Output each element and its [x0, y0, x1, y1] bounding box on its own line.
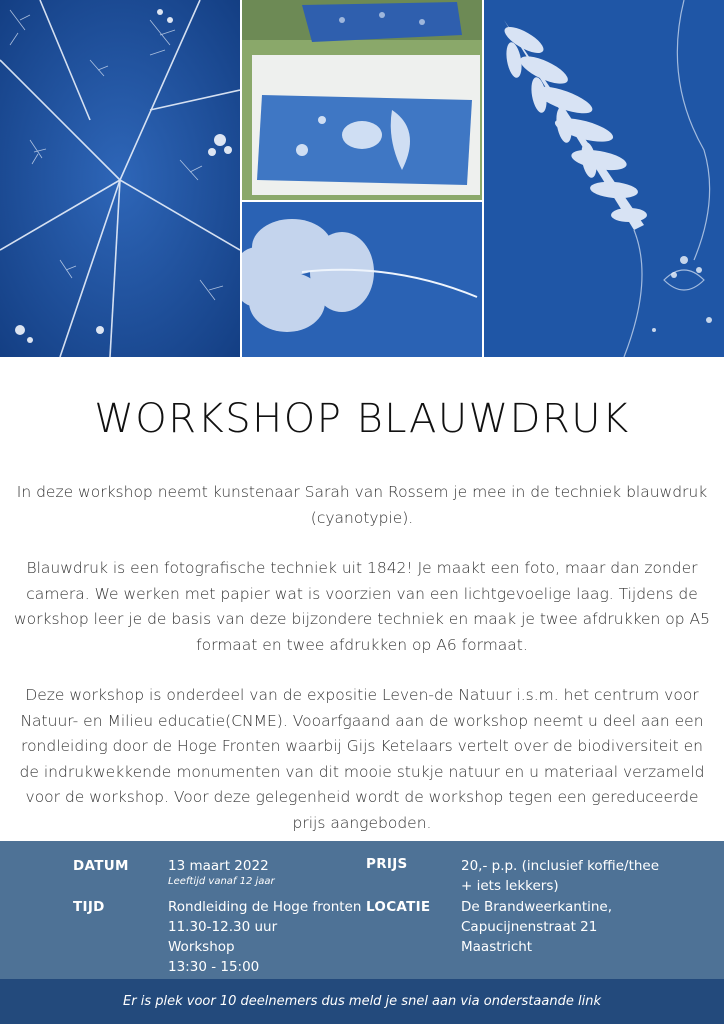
signup-footer: Er is plek voor 10 deelnemers dus meld je snel aan via onderstaande link	[0, 979, 724, 1024]
cyanotype-fern-photo	[484, 0, 724, 357]
intro-paragraph: In deze workshop neemt kunstenaar Sarah van Rossem je mee in de techniek blauwdruk (cyanotypie).	[16, 483, 708, 527]
locatie-line-3: Maastricht	[461, 939, 533, 955]
datum-value: 13 maart 2022	[168, 858, 269, 874]
locatie-line-1: De Brandweerkantine,	[461, 899, 613, 915]
prijs-line-1: 20,- p.p. (inclusief koffie/thee	[461, 858, 660, 874]
datum-label: DATUM	[73, 858, 129, 874]
cyanotype-flower-photo	[242, 202, 482, 357]
tijd-line-2: 11.30-12.30 uur	[168, 919, 278, 935]
cyanotype-grass-photo	[0, 0, 240, 357]
tijd-label: TIJD	[73, 899, 105, 915]
locatie-line-2: Capucijnenstraat 21	[461, 919, 598, 935]
prijs-label: PRIJS	[366, 856, 408, 872]
photo-collage	[0, 0, 724, 357]
tijd-line-1: Rondleiding de Hoge fronten	[168, 899, 362, 915]
prijs-line-2: + iets lekkers)	[461, 878, 559, 894]
page-title: WORKSHOP BLAUWDRUK	[94, 396, 630, 442]
technique-paragraph: Blauwdruk is een fotografische techniek uit 1842! Je maakt een foto, maar dan zonder camera. We werken met papier wat is voorzien van een lichtgevoelige laag. Tijdens de workshop leer je de basis van deze bijzondere techniek en maak je twee afdrukken op A5 formaat en twee afdrukken op A6 formaat.	[13, 559, 711, 654]
locatie-label: LOCATIE	[366, 899, 431, 915]
tijd-line-3: Workshop	[168, 939, 235, 955]
cyanotype-tray-photo	[242, 0, 482, 200]
age-note: Leeftijd vanaf 12 jaar	[168, 876, 275, 887]
exhibition-paragraph: Deze workshop is onderdeel van de expositie Leven-de Natuur i.s.m. het centrum voor Natuur- en Milieu educatie(CNME). Vooarfgaand aan de workshop neemt u deel aan een rondleiding door de Hoge Fronten waarbij Gijs Ketelaars vertelt over de biodiversiteit en de indrukwekkende monumenten van dit mooie stukje natuur en u materiaal verzameld voor de workshop. Voor deze gelegenheid wordt de workshop tegen een gereduceerde prijs aangeboden.	[19, 686, 705, 832]
tijd-line-4: 13:30 - 15:00	[168, 959, 260, 975]
event-info-panel	[0, 841, 724, 979]
